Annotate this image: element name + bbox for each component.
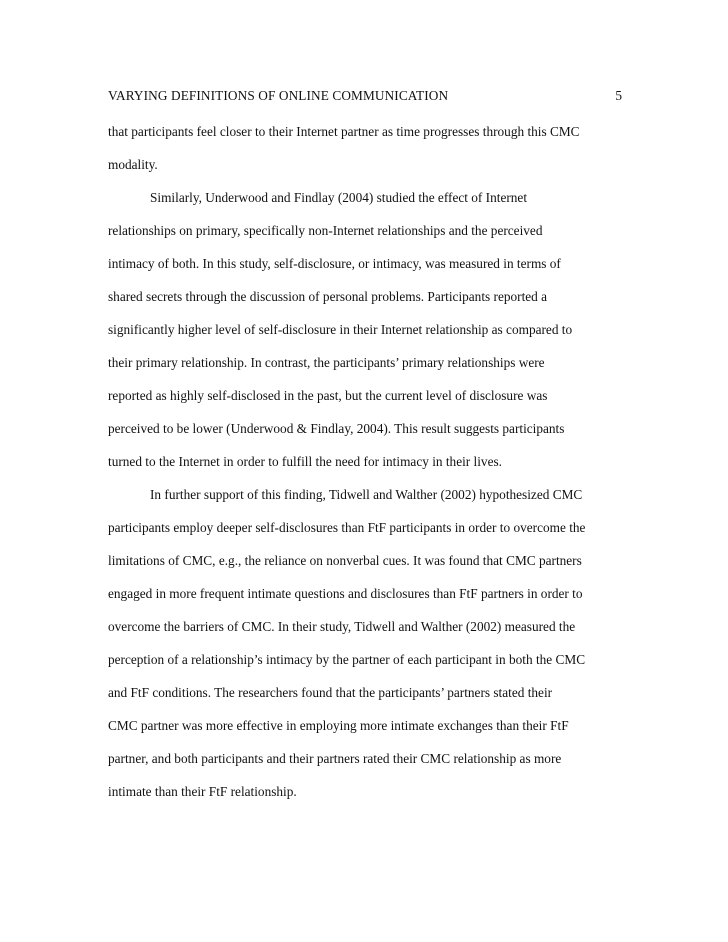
text-line: participants employ deeper self-disclosures than FtF participants in order to overcome the xyxy=(108,520,586,535)
text-line: shared secrets through the discussion of personal problems. Participants reported a xyxy=(108,289,548,304)
text-line: limitations of CMC, e.g., the reliance on nonverbal cues. It was found that CMC partners xyxy=(108,553,582,568)
text-line: their primary relationship. In contrast, the participants’ primary relationships were xyxy=(108,355,545,370)
text-line: and FtF conditions. The researchers found that the participants’ partners stated their xyxy=(108,685,553,700)
running-head xyxy=(108,86,622,106)
paragraph-first-line: Similarly, Underwood and Findlay (2004) studied the effect of Internet xyxy=(150,190,528,205)
paragraph-first-line: In further support of this finding, Tidwell and Walther (2002) hypothesized CMC xyxy=(150,487,583,502)
text-line: perception of a relationship’s intimacy by the partner of each participant in both the CMC xyxy=(108,652,586,667)
page-number: 5 xyxy=(615,88,622,103)
text-line: turned to the Internet in order to fulfill the need for intimacy in their lives. xyxy=(108,454,502,469)
text-line: that participants feel closer to their Internet partner as time progresses through this CMC xyxy=(108,124,580,139)
text-line: reported as highly self-disclosed in the past, but the current level of disclosure was xyxy=(108,388,548,403)
running-head-title: VARYING DEFINITIONS OF ONLINE COMMUNICATION xyxy=(108,88,449,103)
text-line: partner, and both participants and their partners rated their CMC relationship as more xyxy=(108,751,562,766)
text-line: perceived to be lower (Underwood & Findlay, 2004). This result suggests participants xyxy=(108,421,565,436)
text-line: engaged in more frequent intimate questions and disclosures than FtF partners in order to xyxy=(108,586,583,601)
text-line: modality. xyxy=(108,157,158,172)
text-line: significantly higher level of self-disclosure in their Internet relationship as compared to xyxy=(108,322,573,337)
text-line: relationships on primary, specifically non-Internet relationships and the perceived xyxy=(108,223,543,238)
text-line: overcome the barriers of CMC. In their study, Tidwell and Walther (2002) measured the xyxy=(108,619,576,634)
text-line: intimacy of both. In this study, self-disclosure, or intimacy, was measured in terms of xyxy=(108,256,561,271)
text-line: CMC partner was more effective in employing more intimate exchanges than their FtF xyxy=(108,718,569,733)
text-line: intimate than their FtF relationship. xyxy=(108,784,297,799)
